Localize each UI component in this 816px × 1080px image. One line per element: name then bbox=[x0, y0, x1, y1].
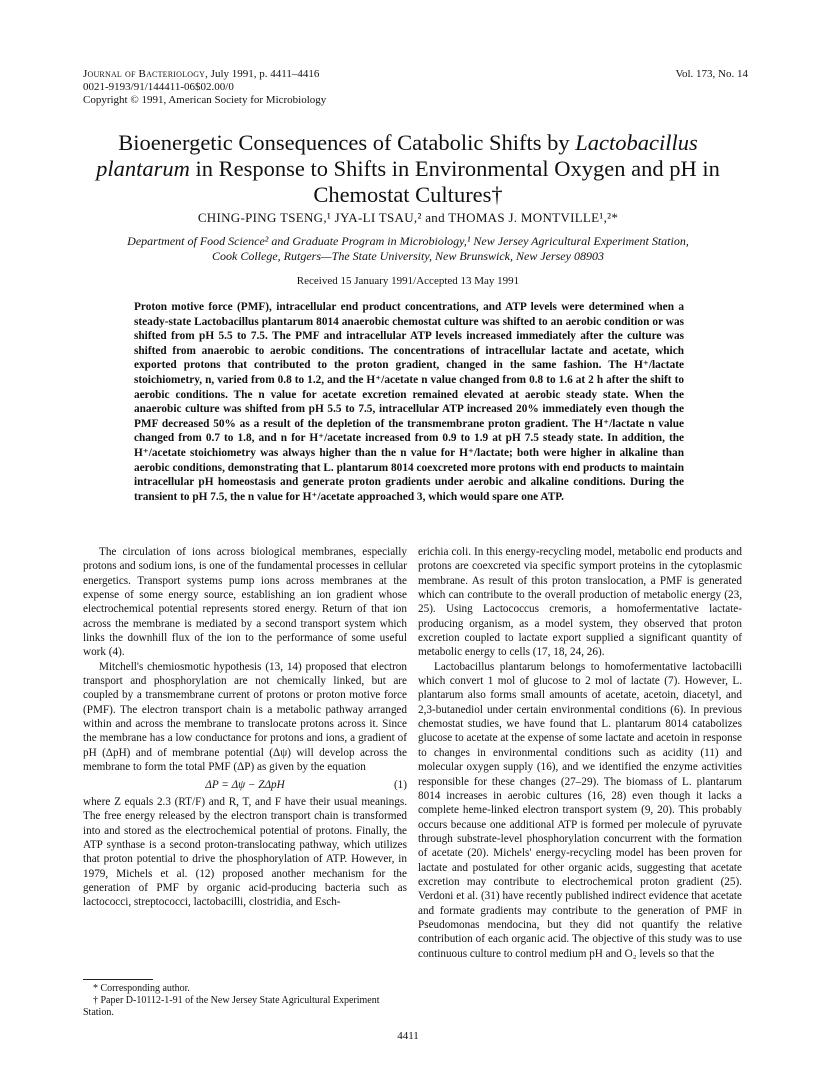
issue-date-pages: , July 1991, p. 4411–4416 bbox=[205, 68, 320, 80]
volume-issue: Vol. 173, No. 14 bbox=[675, 68, 748, 80]
footnote-divider bbox=[83, 979, 153, 980]
footnote-paper: † Paper D-10112-1-91 of the New Jersey State Agricultural Experiment Station. bbox=[83, 995, 380, 1018]
right-column bbox=[418, 545, 742, 961]
received-accepted-dates: Received 15 January 1991/Accepted 13 May 1991 bbox=[296, 275, 520, 287]
page-number: 4411 bbox=[397, 1030, 419, 1042]
author-list: CHING-PING TSENG,¹ JYA-LI TSAU,² and THOMAS J. MONTVILLE¹,²* bbox=[197, 210, 619, 225]
footnotes bbox=[83, 983, 407, 1019]
abstract: Proton motive force (PMF), intracellular end product concentrations, and ATP levels were determined when a steady-state Lactobacillus plantarum 8014 anaerobic chemostat culture was shifted to an aerobic condition or was shifted from pH 5.5 to 7.5. The PMF and intracellular ATP levels increased immediately after the culture was shifted from anaerobic to aerobic conditions. The concentrations of intracellular lactate and acetate, which exported protons that contributed to the proton gradient, changed in the same fashion. The H⁺/lactate stoichiometry, n, varied from 0.8 to 1.2, and the H⁺/acetate n value changed from 0.8 to 1.6 at 2 h after the shift to aerobic conditions. The n value for acetate excretion remained elevated at aerobic steady state. When the anaerobic culture was shifted from pH 5.5 to 7.5, intracellular ATP increased 20% immediately even though the PMF decreased 50% as a result of the depletion of the transmembrane proton gradient. The H⁺/lactate n value changed from 0.7 to 1.8, and n for H⁺/acetate increased from 0.9 to 1.9 at pH 7.5 steady state. In addition, the H⁺/acetate stoichiometry was always higher than the n value for H⁺/lactate; both were higher in alkaline than aerobic conditions, demonstrating that L. plantarum 8014 coexcreted more protons with end products to maintain intracellular pH homeostasis and generate proton gradients under aerobic and alkaline conditions. During the transient to pH 7.5, the n value for H⁺/acetate approached 3, which would spare one ATP. bbox=[134, 301, 684, 503]
title-organism: Lactobacillus plantarum bbox=[96, 130, 698, 181]
title-part-1: Bioenergetic Consequences of Catabolic Shifts by bbox=[118, 130, 576, 155]
body-paragraph: erichia coli. In this energy-recycling model, metabolic end products and protons are coexcreted via specific symport proteins in the cytoplasmic membrane. As result of this proton translocation, a PMF is generated which can contribute to the overall production of metabolic energy (23, 25). Using Lactococcus cremoris, a homofermentative lactate-producing organism, as a model system, they observed that proton excretion coupled to lactate export supplied a significant quantity of metabolic energy to cells (17, 18, 24, 26). bbox=[418, 546, 742, 659]
body-paragraph: Lactobacillus plantarum belongs to homofermentative lactobacilli which convert 1 mol of glucose to 2 mol of lactate (7). However, L. plantarum also forms small amounts of acetate, acetoin, diacetyl, and 2,3-butanediol under certain environmental conditions (6). In previous chemostat studies, we have found that L. plantarum 8014 catabolizes glucose to acetate at the expense of some lactate and acetoin in response to changes in environmental conditions such as acidity (11) and molecular oxygen supply (16), and we identified the enzyme activities responsible for these changes (27–29). The biomass of L. plantarum 8014 increases in aerobic cultures (16, 28) even though it lacks a complete heme-linked electron transport system (9, 20). This probably occurs because one additional ATP is formed per molecule of pyruvate through substrate-level phosphorylation concurrent with the formation of acetate (20). Michels' energy-recycling model has been proven for lactate and postulated for other organic acids, suggesting that acetate excretion may contribute to electrochemical proton gradient (25). Verdoni et al. (31) have recently published indirect evidence that acetate and formate gradients may contribute to the generation of PMF in Pseudomonas mendocina, but they did not quantify the relative contribution of each organic acid. The objective of this study was to use continuous culture to control medium pH and O₂ levels so that the bbox=[418, 660, 742, 960]
equation-body: ΔP = Δψ − ZΔpH bbox=[205, 778, 285, 791]
body-paragraph: The circulation of ions across biological membranes, especially protons and sodium ions, is one of the fundamental processes in cellular energetics. Transport systems pump ions across membranes at the expense of some energy source, establishing an ion gradient whose electrochemical potential represents stored energy. Return of that ion across the membrane is mediated by a second transport system which links the downhill flux of the ion to the performance of some useful work (4). bbox=[83, 546, 407, 659]
equation-number: (1) bbox=[393, 778, 407, 791]
footnote-corresponding: * Corresponding author. bbox=[93, 983, 190, 994]
affiliation-line-1: Department of Food Science² and Graduate Program in Microbiology,¹ New Jersey Agricultural Experiment Station, bbox=[127, 234, 689, 248]
left-column bbox=[83, 545, 407, 910]
equation-1 bbox=[83, 775, 407, 795]
journal-name: Journal of Bacteriology bbox=[83, 68, 206, 80]
copyright-line: Copyright © 1991, American Society for Microbiology bbox=[83, 94, 327, 106]
affiliation bbox=[70, 234, 746, 264]
affiliation-line-2: Cook College, Rutgers—The State University, New Brunswick, New Jersey 08903 bbox=[212, 249, 604, 263]
body-paragraph: where Z equals 2.3 (RT/F) and R, T, and F have their usual meanings. The free energy released by the electron transport chain is transformed into and stored as the electrochemical potential of protons. Finally, the ATP synthase is a second proton-translocating pathway, which utilizes that proton potential to drive the phosphorylation of ATP. However, in 1979, Michels et al. (12) proposed another mechanism for the generation of PMF by organic acid-producing bacteria such as lactococci, streptococci, lactobacilli, clostridia, and Esch- bbox=[83, 795, 407, 909]
running-header bbox=[83, 68, 326, 107]
title-part-2: in Response to Shifts in Environmental Oxygen and pH in Chemostat Cultures† bbox=[189, 156, 720, 207]
article-code: 0021-9193/91/144411-06$02.00/0 bbox=[83, 81, 234, 93]
article-title bbox=[70, 130, 746, 208]
body-paragraph: Mitchell's chemiosmotic hypothesis (13, 14) proposed that electron transport and phosphorylation are not chemically linked, but are coupled by a transmembrane current of protons or proton motive force (PMF). The electron transport chain is a metabolic pathway arranged within and across the membrane to translocate protons across it. Since the membrane has a low conductance for protons and ions, a gradient of pH (ΔpH) and of membrane potential (Δψ) will develop across the membrane to form the total PMF (ΔP) as given by the equation bbox=[83, 660, 407, 774]
